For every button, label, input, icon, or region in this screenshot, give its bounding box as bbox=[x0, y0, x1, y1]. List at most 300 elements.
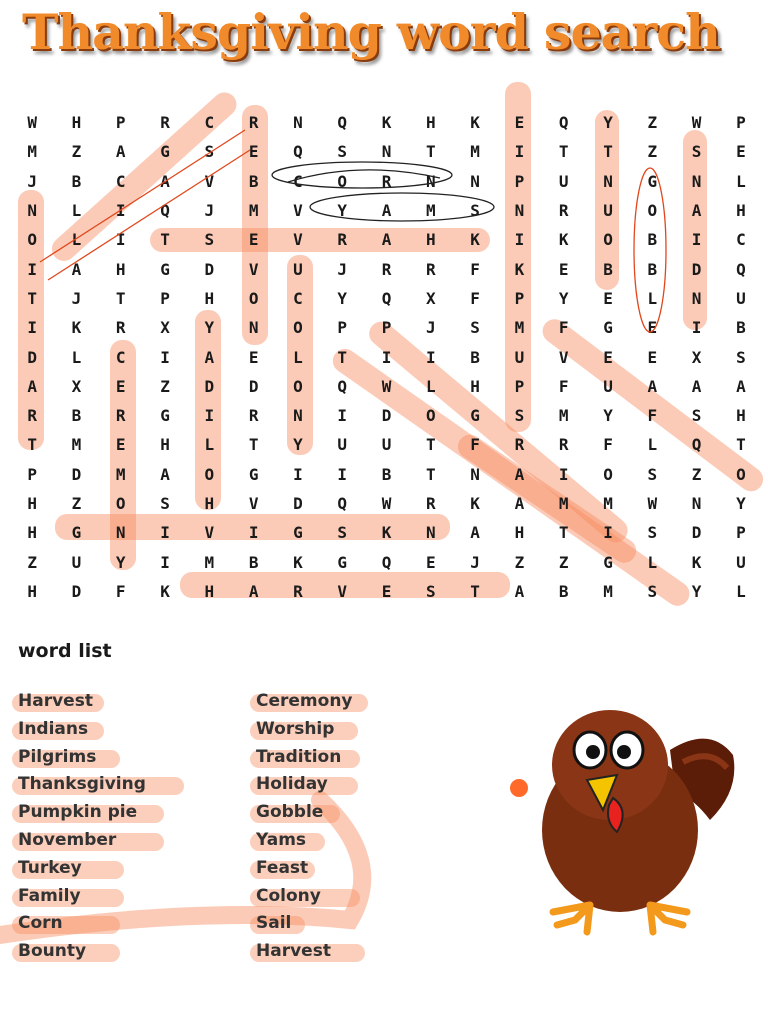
word-list-item: Gobble bbox=[256, 799, 353, 827]
grid-cell: G bbox=[160, 259, 170, 279]
grid-cell: U bbox=[293, 259, 303, 279]
grid-cell: S bbox=[426, 581, 436, 601]
grid-cell: Z bbox=[558, 552, 569, 572]
grid-cell: H bbox=[27, 494, 37, 513]
grid-cell: O bbox=[603, 464, 613, 484]
grid-cell: B bbox=[71, 406, 82, 426]
grid-cell: R bbox=[381, 171, 392, 191]
grid-cell: K bbox=[71, 318, 82, 338]
grid-cell: S bbox=[647, 523, 658, 543]
grid-cell: L bbox=[71, 201, 82, 221]
grid-cell: M bbox=[248, 201, 259, 221]
grid-cell: Q bbox=[337, 113, 348, 133]
grid-cell: L bbox=[647, 552, 658, 572]
grid-cell: B bbox=[603, 259, 613, 279]
grid-cell: A bbox=[647, 376, 658, 396]
grid-cell: T bbox=[248, 435, 259, 455]
grid-cell: G bbox=[603, 318, 613, 338]
grid-cell: L bbox=[71, 347, 82, 367]
word-list-item: Pumpkin pie bbox=[18, 799, 146, 827]
grid-cell: T bbox=[470, 581, 480, 601]
grid-cell: A bbox=[27, 376, 37, 396]
grid-cell: B bbox=[470, 347, 480, 367]
grid-cell: N bbox=[603, 171, 613, 191]
grid-cell: I bbox=[603, 523, 613, 543]
grid-cell: Y bbox=[603, 406, 613, 426]
grid-cell: W bbox=[27, 113, 37, 133]
grid-cell: J bbox=[27, 171, 37, 191]
grid-cell: D bbox=[204, 259, 215, 279]
grid-cell: Z bbox=[691, 464, 702, 484]
grid-cell: M bbox=[603, 581, 613, 601]
grid-cell: Q bbox=[337, 376, 348, 396]
grid-cell: H bbox=[204, 581, 215, 601]
grid-cell: S bbox=[337, 142, 348, 162]
grid-cell: R bbox=[293, 581, 303, 601]
grid-cell: Q bbox=[736, 259, 746, 279]
grid-cell: A bbox=[514, 494, 525, 513]
grid-cell: J bbox=[426, 318, 436, 338]
grid-cell: S bbox=[691, 406, 702, 426]
grid-cell: Q bbox=[691, 435, 702, 455]
grid-cell: E bbox=[736, 142, 746, 162]
grid-cell: M bbox=[71, 435, 82, 455]
grid-cell: B bbox=[647, 259, 658, 279]
grid-cell: Q bbox=[381, 552, 392, 572]
grid-cell: X bbox=[160, 318, 170, 338]
grid-cell: I bbox=[160, 523, 170, 543]
grid-cell: K bbox=[381, 113, 392, 133]
grid-cell: I bbox=[27, 318, 37, 338]
grid-cell: K bbox=[691, 552, 702, 572]
grid-cell: D bbox=[27, 347, 37, 367]
grid-cell: A bbox=[248, 581, 259, 601]
grid-cell: B bbox=[558, 581, 569, 601]
grid-cell: P bbox=[514, 171, 525, 191]
grid-cell: G bbox=[603, 552, 613, 572]
grid-cell: O bbox=[293, 376, 303, 396]
grid-cell: S bbox=[337, 523, 348, 543]
grid-cell: I bbox=[337, 464, 348, 484]
grid-cell: I bbox=[115, 201, 126, 221]
grid-cell: R bbox=[337, 230, 348, 250]
grid-cell: O bbox=[603, 230, 613, 250]
grid-cell: N bbox=[691, 171, 702, 191]
grid-cell: X bbox=[71, 376, 82, 396]
grid-cell: P bbox=[27, 464, 37, 484]
grid-cell: A bbox=[470, 523, 480, 543]
grid-cell: D bbox=[204, 376, 215, 396]
grid-cell: L bbox=[736, 581, 746, 601]
grid-cell: E bbox=[647, 318, 658, 338]
grid-cell: H bbox=[160, 435, 170, 455]
grid-cell: G bbox=[248, 464, 259, 484]
grid-cell: U bbox=[381, 435, 392, 455]
grid-cell: E bbox=[647, 347, 658, 367]
grid-cell: T bbox=[558, 142, 569, 162]
grid-cell: D bbox=[691, 523, 702, 543]
grid-cell: Q bbox=[293, 142, 303, 162]
grid-cell: K bbox=[293, 552, 303, 572]
grid-cell: H bbox=[736, 201, 746, 221]
grid-cell: N bbox=[470, 171, 480, 191]
grid-cell: F bbox=[115, 581, 126, 601]
word-list-right bbox=[256, 688, 353, 966]
grid-cell: E bbox=[115, 435, 126, 455]
grid-cell: M bbox=[558, 494, 569, 513]
grid-cell: W bbox=[381, 376, 392, 396]
grid-cell: I bbox=[204, 406, 215, 426]
grid-cell: H bbox=[470, 376, 480, 396]
grid-cell: D bbox=[71, 464, 82, 484]
grid-cell: O bbox=[337, 171, 348, 191]
grid-cell: F bbox=[558, 318, 569, 338]
grid-cell: R bbox=[115, 318, 126, 338]
grid-cell: S bbox=[514, 406, 525, 426]
grid-cell: I bbox=[293, 464, 303, 484]
grid-cell: S bbox=[204, 230, 215, 250]
grid-cell: Q bbox=[337, 494, 348, 513]
word-list-item: Feast bbox=[256, 855, 353, 883]
grid-cell: R bbox=[558, 201, 569, 221]
grid-cell: I bbox=[248, 523, 259, 543]
grid-cell: V bbox=[337, 581, 348, 601]
grid-cell: C bbox=[736, 230, 746, 250]
grid-cell: I bbox=[558, 464, 569, 484]
grid-cell: F bbox=[470, 435, 480, 455]
grid-cell: T bbox=[337, 347, 348, 367]
grid-cell: E bbox=[514, 113, 525, 133]
grid-cell: Y bbox=[736, 494, 746, 513]
grid-cell: I bbox=[160, 552, 170, 572]
grid-cell: V bbox=[204, 171, 215, 191]
grid-cell: A bbox=[381, 201, 392, 221]
grid-cell: D bbox=[293, 494, 303, 513]
grid-cell: A bbox=[514, 581, 525, 601]
grid-cell: N bbox=[115, 523, 126, 543]
grid-cell: M bbox=[426, 201, 436, 221]
grid-cell: J bbox=[470, 552, 480, 572]
grid-cell: A bbox=[736, 376, 746, 396]
grid-cell: Q bbox=[558, 113, 569, 133]
grid-cell: I bbox=[381, 347, 392, 367]
grid-cell: H bbox=[204, 288, 215, 308]
word-list-item: Pilgrims bbox=[18, 744, 146, 772]
grid-cell: I bbox=[160, 347, 170, 367]
grid-cell: X bbox=[426, 288, 436, 308]
grid-cell: R bbox=[115, 406, 126, 426]
grid-cell: G bbox=[293, 523, 303, 543]
grid-cell: F bbox=[470, 288, 480, 308]
grid-cell: Q bbox=[381, 288, 392, 308]
grid-cell: R bbox=[248, 113, 259, 133]
grid-cell: S bbox=[736, 347, 746, 367]
grid-cell: A bbox=[71, 259, 82, 279]
grid-cell: C bbox=[204, 113, 215, 133]
grid-cell: K bbox=[381, 523, 392, 543]
grid-cell: P bbox=[115, 113, 126, 133]
grid-cell: I bbox=[27, 259, 37, 279]
word-list-item: November bbox=[18, 827, 146, 855]
grid-cell: S bbox=[647, 581, 658, 601]
grid-cell: T bbox=[736, 435, 746, 455]
grid-cell: M bbox=[204, 552, 215, 572]
grid-cell: S bbox=[160, 494, 170, 513]
grid-cell: T bbox=[160, 230, 170, 250]
grid-cell: B bbox=[647, 230, 658, 250]
grid-cell: D bbox=[71, 581, 82, 601]
grid-cell: U bbox=[603, 376, 613, 396]
grid-cell: Z bbox=[647, 113, 658, 133]
grid-cell: K bbox=[514, 259, 525, 279]
grid-cell: Y bbox=[691, 581, 702, 601]
grid-cell: S bbox=[470, 201, 480, 221]
grid-cell: N bbox=[27, 201, 37, 221]
grid-cell: S bbox=[691, 142, 702, 162]
grid-cell: I bbox=[337, 406, 348, 426]
grid-cell: L bbox=[647, 435, 658, 455]
grid-cell: V bbox=[293, 230, 303, 250]
grid-cell: O bbox=[736, 464, 746, 484]
grid-cell: B bbox=[736, 318, 746, 338]
grid-cell: J bbox=[71, 288, 82, 308]
grid-cell: W bbox=[691, 113, 702, 133]
grid-cell: F bbox=[647, 406, 658, 426]
word-list-item: Thanksgiving bbox=[18, 771, 146, 799]
grid-cell: T bbox=[27, 288, 37, 308]
grid-cell: K bbox=[160, 581, 170, 601]
word-list-item: Colony bbox=[256, 883, 353, 911]
grid-cell: K bbox=[558, 230, 569, 250]
grid-cell: U bbox=[736, 288, 746, 308]
grid-cell: J bbox=[337, 259, 348, 279]
word-list-item: Bounty bbox=[18, 938, 146, 966]
grid-cell: P bbox=[736, 523, 746, 543]
word-list-item: Turkey bbox=[18, 855, 146, 883]
grid-cell: T bbox=[603, 142, 613, 162]
grid-cell: Q bbox=[160, 201, 170, 221]
grid-cell: M bbox=[514, 318, 525, 338]
grid-cell: Z bbox=[160, 376, 170, 396]
grid-cell: A bbox=[691, 201, 702, 221]
grid-cell: N bbox=[426, 523, 436, 543]
grid-cell: K bbox=[470, 113, 480, 133]
word-list-item: Sail bbox=[256, 910, 353, 938]
grid-cell: T bbox=[426, 435, 436, 455]
grid-cell: V bbox=[204, 523, 215, 543]
grid-cell: S bbox=[647, 464, 658, 484]
grid-cell: E bbox=[603, 288, 613, 308]
grid-cell: O bbox=[426, 406, 436, 426]
word-list-item: Worship bbox=[256, 716, 353, 744]
grid-cell: R bbox=[381, 259, 392, 279]
grid-cell: O bbox=[293, 318, 303, 338]
word-list-item: Harvest bbox=[256, 938, 353, 966]
word-list-item: Indians bbox=[18, 716, 146, 744]
grid-cell: A bbox=[160, 171, 170, 191]
grid-cell: O bbox=[27, 230, 37, 250]
grid-cell: H bbox=[27, 523, 37, 543]
grid-cell: G bbox=[160, 406, 170, 426]
grid-cell: X bbox=[691, 347, 702, 367]
grid-cell: D bbox=[248, 376, 259, 396]
grid-cell: B bbox=[71, 171, 82, 191]
word-list-item: Ceremony bbox=[256, 688, 353, 716]
grid-cell: U bbox=[514, 347, 525, 367]
grid-cell: F bbox=[558, 376, 569, 396]
grid-cell: M bbox=[470, 142, 480, 162]
grid-cell: K bbox=[470, 230, 480, 250]
grid-cell: N bbox=[470, 464, 480, 484]
grid-cell: D bbox=[381, 406, 392, 426]
grid-cell: L bbox=[204, 435, 215, 455]
grid-cell: M bbox=[603, 494, 613, 513]
grid-cell: I bbox=[691, 230, 702, 250]
word-list-title: word list bbox=[18, 640, 112, 662]
grid-cell: R bbox=[514, 435, 525, 455]
grid-cell: P bbox=[514, 288, 525, 308]
grid-cell: B bbox=[381, 464, 392, 484]
grid-cell: L bbox=[293, 347, 303, 367]
grid-cell: A bbox=[204, 347, 215, 367]
grid-cell: B bbox=[248, 552, 259, 572]
grid-cell: H bbox=[514, 523, 525, 543]
grid-cell: U bbox=[736, 552, 746, 572]
grid-cell: V bbox=[248, 494, 259, 513]
grid-cell: U bbox=[337, 435, 348, 455]
grid-cell: R bbox=[426, 259, 436, 279]
grid-cell: Y bbox=[558, 288, 569, 308]
grid-cell: A bbox=[691, 376, 702, 396]
grid-cell: C bbox=[293, 288, 303, 308]
grid-cell: R bbox=[248, 406, 259, 426]
grid-cell: I bbox=[691, 318, 702, 338]
grid-cell: C bbox=[115, 171, 126, 191]
grid-cell: Z bbox=[27, 552, 37, 572]
word-list-item: Tradition bbox=[256, 744, 353, 772]
grid-cell: H bbox=[27, 581, 37, 601]
grid-cell: N bbox=[293, 406, 303, 426]
word-list-left bbox=[18, 688, 146, 966]
grid-cell: B bbox=[248, 171, 259, 191]
grid-cell: N bbox=[426, 171, 436, 191]
grid-cell: F bbox=[470, 259, 480, 279]
grid-cell: I bbox=[514, 142, 525, 162]
grid-cell: H bbox=[426, 113, 436, 133]
grid-cell: O bbox=[248, 288, 259, 308]
grid-cell: E bbox=[115, 376, 126, 396]
word-list-item: Holiday bbox=[256, 771, 353, 799]
grid-cell: N bbox=[691, 288, 702, 308]
word-list-item: Yams bbox=[256, 827, 353, 855]
grid-cell: I bbox=[426, 347, 436, 367]
grid-cell: H bbox=[736, 406, 746, 426]
grid-cell: V bbox=[248, 259, 259, 279]
grid-cell: A bbox=[381, 230, 392, 250]
grid-cell: G bbox=[337, 552, 348, 572]
grid-cell: D bbox=[691, 259, 702, 279]
grid-cell: J bbox=[204, 201, 215, 221]
grid-cell: C bbox=[293, 171, 303, 191]
letter-grid bbox=[10, 108, 763, 606]
grid-cell: L bbox=[736, 171, 746, 191]
grid-cell: T bbox=[558, 523, 569, 543]
grid-cell: A bbox=[160, 464, 170, 484]
grid-cell: Y bbox=[337, 201, 348, 221]
grid-cell: P bbox=[736, 113, 746, 133]
grid-cell: N bbox=[248, 318, 259, 338]
grid-cell: Y bbox=[337, 288, 348, 308]
grid-cell: P bbox=[381, 318, 392, 338]
grid-cell: N bbox=[381, 142, 392, 162]
grid-cell: U bbox=[71, 552, 82, 572]
grid-cell: U bbox=[603, 201, 613, 221]
grid-cell: O bbox=[115, 494, 126, 513]
grid-cell: S bbox=[204, 142, 215, 162]
grid-cell: V bbox=[293, 201, 303, 221]
grid-cell: O bbox=[204, 464, 215, 484]
grid-cell: R bbox=[27, 406, 37, 426]
grid-cell: N bbox=[514, 201, 525, 221]
grid-cell: H bbox=[71, 113, 82, 133]
grid-cell: T bbox=[27, 435, 37, 455]
grid-cell: P bbox=[160, 288, 170, 308]
grid-cell: Z bbox=[71, 494, 82, 513]
grid-cell: Y bbox=[115, 552, 126, 572]
grid-cell: Z bbox=[514, 552, 525, 572]
grid-cell: T bbox=[115, 288, 126, 308]
grid-cell: M bbox=[27, 142, 37, 162]
word-list-item: Family bbox=[18, 883, 146, 911]
grid-cell: L bbox=[426, 376, 436, 396]
grid-cell: E bbox=[248, 142, 259, 162]
grid-cell: H bbox=[115, 259, 126, 279]
grid-cell: G bbox=[647, 171, 658, 191]
grid-cell: S bbox=[470, 318, 480, 338]
grid-cell: E bbox=[248, 230, 259, 250]
grid-cell: G bbox=[71, 523, 82, 543]
grid-cell: N bbox=[691, 494, 702, 513]
grid-cell: E bbox=[603, 347, 613, 367]
grid-cell: R bbox=[558, 435, 569, 455]
grid-cell: Y bbox=[603, 113, 613, 133]
grid-cell: W bbox=[381, 494, 392, 513]
grid-cell: G bbox=[470, 406, 480, 426]
grid-cell: G bbox=[160, 142, 170, 162]
grid-cell: M bbox=[115, 464, 126, 484]
grid-cell: E bbox=[558, 259, 569, 279]
grid-cell: Z bbox=[647, 142, 658, 162]
grid-cell: V bbox=[558, 347, 569, 367]
grid-cell: E bbox=[426, 552, 436, 572]
word-list-item: Harvest bbox=[18, 688, 146, 716]
grid-cell: I bbox=[514, 230, 525, 250]
grid-cell: U bbox=[558, 171, 569, 191]
grid-cell: M bbox=[558, 406, 569, 426]
grid-cell: Y bbox=[293, 435, 303, 455]
grid-cell: H bbox=[204, 494, 215, 513]
grid-cell: N bbox=[293, 113, 303, 133]
grid-cell: A bbox=[115, 142, 126, 162]
grid-cell: C bbox=[115, 347, 126, 367]
grid-cell: Z bbox=[71, 142, 82, 162]
turkey-illustration bbox=[505, 680, 745, 940]
grid-cell: P bbox=[514, 376, 525, 396]
word-list-item: Corn bbox=[18, 910, 146, 938]
grid-cell: H bbox=[426, 230, 436, 250]
grid-cell: P bbox=[337, 318, 348, 338]
grid-cell: L bbox=[71, 230, 82, 250]
